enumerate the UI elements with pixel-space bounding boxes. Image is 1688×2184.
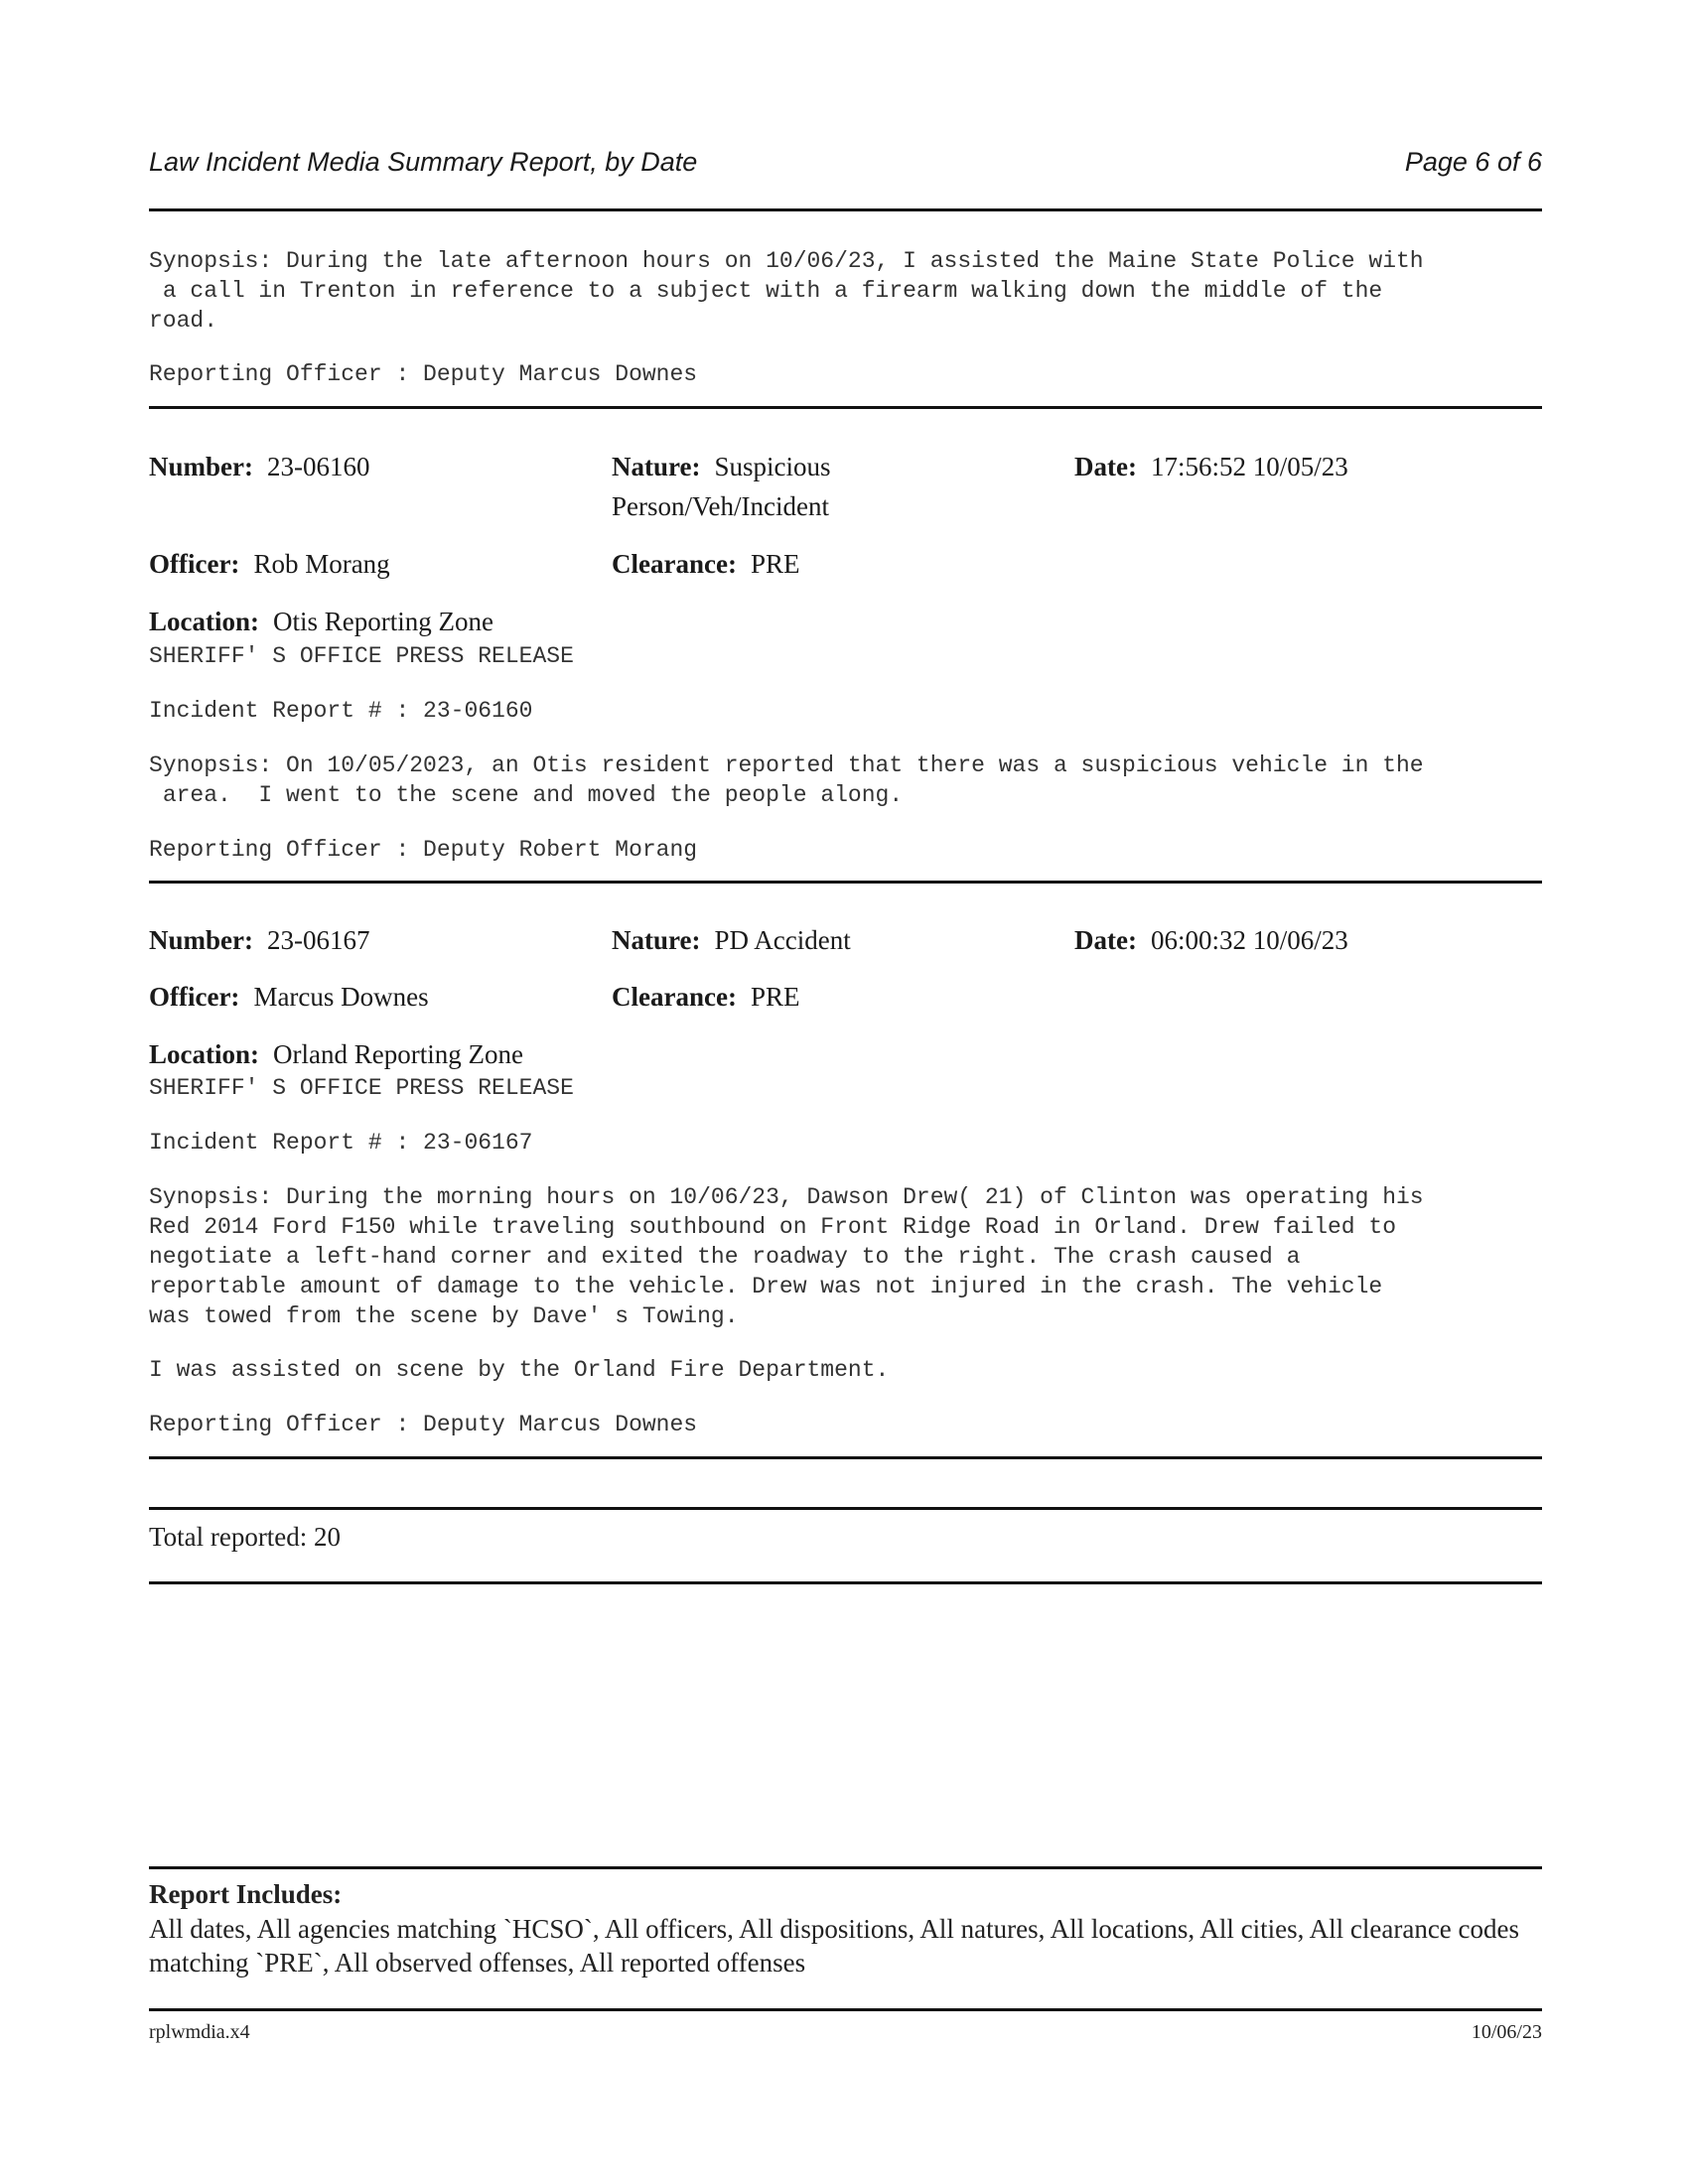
date-label: Date:	[1074, 452, 1137, 481]
number-label: Number:	[149, 925, 253, 955]
record-clearance	[612, 544, 799, 584]
report-header	[149, 147, 1542, 183]
press-release: SHERIFF' S OFFICE PRESS RELEASE	[149, 1075, 574, 1101]
record-nature	[612, 920, 851, 960]
record-location	[149, 602, 493, 641]
location-label: Location:	[149, 607, 259, 636]
officer-value: Rob Morang	[253, 549, 390, 579]
footer-report-id: rplwmdia.x4	[149, 2021, 250, 2043]
incident-report-number: Incident Report # : 23-06167	[149, 1130, 533, 1156]
record-officer	[149, 977, 429, 1017]
synopsis: Synopsis: During the morning hours on 10/06/23, Dawson Drew( 21) of Clinton was operating his Red 2014 Ford F150 while traveling southbound on Front Ridge Road in Orland. Drew failed to negotiate a left-hand corner and exited the roadway to the right. The crash caused a reportable amount of damage to the vehicle. Drew was not injured in the crash. The vehicle was towed from the scene by Dave' s Towing.	[149, 1184, 1424, 1329]
number-value: 23-06160	[266, 452, 370, 481]
footer-date: 10/06/23	[1471, 2021, 1542, 2043]
nature-value: PD Accident	[714, 925, 851, 955]
nature-label: Nature:	[612, 925, 701, 955]
date-label: Date:	[1074, 925, 1137, 955]
report-includes-label: Report Includes:	[149, 1879, 343, 1909]
nature-value-cont: Person/Veh/Incident	[612, 491, 829, 521]
incident-report-number: Incident Report # : 23-06160	[149, 698, 533, 724]
total-reported: Total reported: 20	[149, 1522, 342, 1552]
record-number	[149, 447, 369, 486]
location-value: Orland Reporting Zone	[273, 1039, 523, 1069]
clearance-value: PRE	[750, 982, 800, 1012]
nature-value: Suspicious	[714, 452, 831, 481]
prev-synopsis: Synopsis: During the late afternoon hours on 10/06/23, I assisted the Maine State Police with a call in Trenton in reference to a subject with a firearm walking down the middle of the road.	[149, 248, 1424, 334]
number-label: Number:	[149, 452, 253, 481]
officer-label: Officer:	[149, 549, 240, 579]
record-number	[149, 920, 369, 960]
includes-divider	[149, 1866, 1542, 1869]
press-release: SHERIFF' S OFFICE PRESS RELEASE	[149, 643, 574, 669]
synopsis: Synopsis: On 10/05/2023, an Otis resident reported that there was a suspicious vehicle in the area. I went to the scene and moved the people along.	[149, 752, 1424, 808]
record-divider	[149, 406, 1542, 409]
record-clearance	[612, 977, 799, 1017]
footer-divider	[149, 2008, 1542, 2011]
prev-reporting-officer: Reporting Officer : Deputy Marcus Downes	[149, 361, 698, 387]
reporting-officer: Reporting Officer : Deputy Marcus Downes	[149, 1412, 698, 1437]
nature-label: Nature:	[612, 452, 701, 481]
record-date	[1074, 447, 1348, 486]
clearance-label: Clearance:	[612, 549, 737, 579]
location-label: Location:	[149, 1039, 259, 1069]
date-value: 17:56:52 10/05/23	[1150, 452, 1348, 481]
record-location	[149, 1034, 523, 1074]
record-date	[1074, 920, 1348, 960]
location-value: Otis Reporting Zone	[273, 607, 493, 636]
officer-value: Marcus Downes	[253, 982, 429, 1012]
date-value: 06:00:32 10/06/23	[1150, 925, 1348, 955]
number-value: 23-06167	[266, 925, 370, 955]
reporting-officer: Reporting Officer : Deputy Robert Morang	[149, 837, 698, 863]
clearance-value: PRE	[750, 549, 800, 579]
page-number: Page 6 of 6	[1404, 147, 1542, 177]
record-divider	[149, 881, 1542, 884]
report-title: Law Incident Media Summary Report, by Date	[149, 147, 698, 177]
assist-note: I was assisted on scene by the Orland Fire Department.	[149, 1357, 890, 1383]
officer-label: Officer:	[149, 982, 240, 1012]
record-divider	[149, 1456, 1542, 1459]
record-officer	[149, 544, 390, 584]
total-divider-top	[149, 1507, 1542, 1510]
record-nature	[612, 447, 831, 526]
report-includes-text: All dates, All agencies matching `HCSO`, All officers, All dispositions, All natures, All locations, All cities, All clearance codes matching `PRE`, All observed offenses, All reported offenses	[149, 1914, 1520, 1978]
header-divider	[149, 208, 1542, 211]
clearance-label: Clearance:	[612, 982, 737, 1012]
total-divider-bottom	[149, 1581, 1542, 1584]
